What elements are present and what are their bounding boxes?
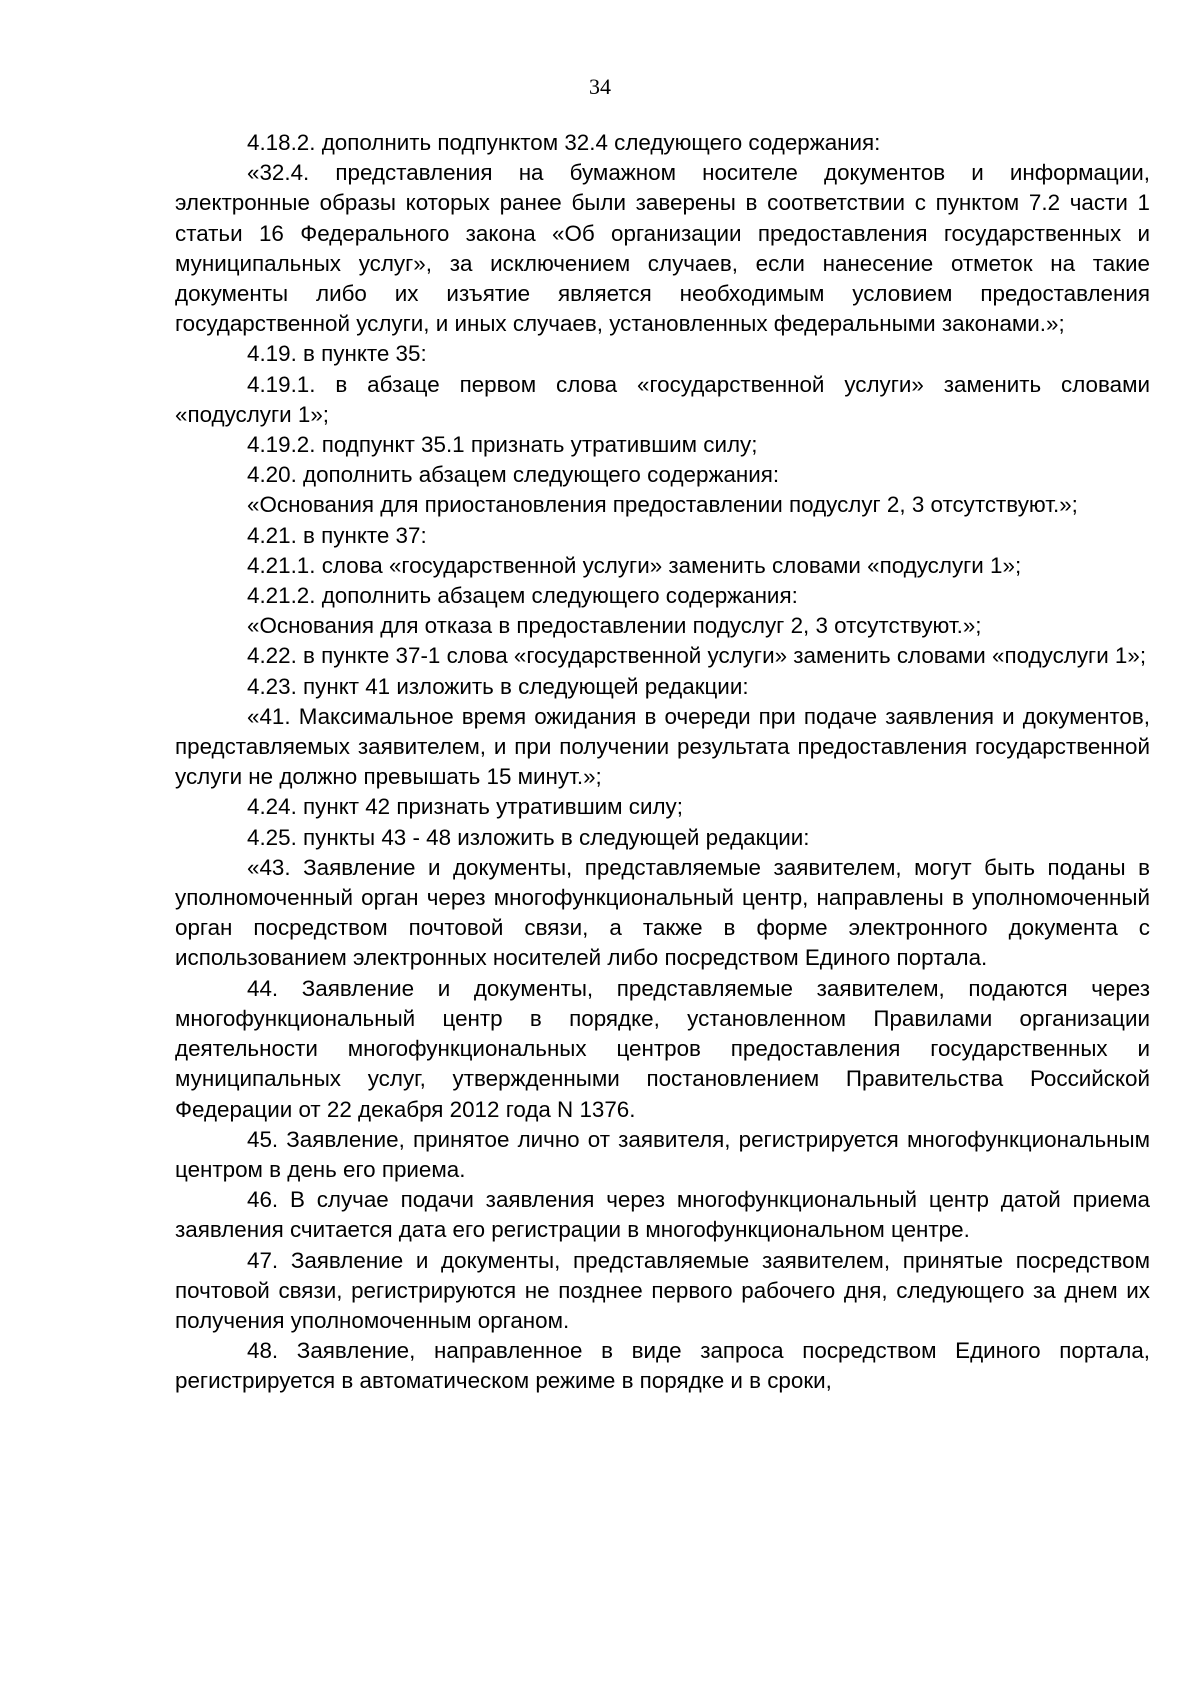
paragraph-4-19-1: 4.19.1. в абзаце первом слова «государственной услуги» заменить словами «подуслуги 1»; <box>175 371 1150 427</box>
paragraph-43-text: «43. Заявление и документы, представляемые заявителем, могут быть поданы в уполномоченный орган через многофункциональный центр, направлены в уполномоченный орган посредством почтовой связи, а также в форме электронного документа с использованием электронных носителей либо посредством Единого портала. <box>175 854 1150 971</box>
paragraph-4-24: 4.24. пункт 42 признать утратившим силу; <box>247 794 683 820</box>
paragraph-4-20: 4.20. дополнить абзацем следующего содержания: <box>247 462 780 488</box>
paragraph-4-21-2-text: «Основания для отказа в предоставлении подуслуг 2, 3 отсутствуют.»; <box>247 613 982 639</box>
paragraph-4-23: 4.23. пункт 41 изложить в следующей редакции: <box>247 673 749 699</box>
paragraph-4-25: 4.25. пункты 43 - 48 изложить в следующей редакции: <box>247 824 810 850</box>
paragraph-32-4-text: «32.4. представления на бумажном носителе документов и информации, электронные образы которых ранее были заверены в соответствии с пунктом 7.2 части 1 статьи 16 Федерального закона «Об организации предоставления государственных и муниципальных услуг», за исключением случаев, если нанесение отметок на такие документы либо их изъятие является необходимым условием предоставления государственной услуги, и иных случаев, установленных федеральными законами.»; <box>175 160 1150 337</box>
paragraph-4-19-2: 4.19.2. подпункт 35.1 признать утратившим силу; <box>247 432 758 458</box>
paragraph-47-text: 47. Заявление и документы, представляемые заявителем, принятые посредством почтовой связи, регистрируются не позднее первого рабочего дня, следующего за днем их получения уполномоченным органом. <box>175 1247 1150 1333</box>
paragraph-4-22: 4.22. в пункте 37-1 слова «государственной услуги» заменить словами «подуслуги 1»; <box>247 643 1147 669</box>
paragraph-45-text: 45. Заявление, принятое лично от заявителя, регистрируется многофункциональным центром в день его приема. <box>175 1126 1150 1182</box>
paragraph-4-21-2: 4.21.2. дополнить абзацем следующего содержания: <box>247 583 798 609</box>
page-number: 34 <box>589 74 611 99</box>
paragraph-44-text: 44. Заявление и документы, представляемые заявителем, подаются через многофункциональный центр в порядке, установленном Правилами организации деятельности многофункциональных центров предоставления государственных и муниципальных услуг, утвержденными постановлением Правительства Российской Федерации от 22 декабря 2012 года N 1376. <box>175 975 1150 1122</box>
paragraph-4-20-text: «Основания для приостановления предоставлении подуслуг 2, 3 отсутствуют.»; <box>247 492 1078 518</box>
paragraph-46-text: 46. В случае подачи заявления через многофункциональный центр датой приема заявления считается дата его регистрации в многофункциональном центре. <box>175 1187 1150 1243</box>
paragraph-48-text: 48. Заявление, направленное в виде запроса посредством Единого портала, регистрируется в автоматическом режиме в порядке и в сроки, <box>175 1338 1150 1394</box>
paragraph-4-19: 4.19. в пункте 35: <box>247 341 427 367</box>
paragraph-4-21-1: 4.21.1. слова «государственной услуги» заменить словами «подуслуги 1»; <box>247 552 1022 578</box>
document-body <box>175 128 1150 1397</box>
paragraph-41-text: «41. Максимальное время ожидания в очереди при подаче заявления и документов, представляемых заявителем, и при получении результата предоставления государственной услуги не должно превышать 15 минут.»; <box>175 703 1150 790</box>
paragraph-4-18-2: 4.18.2. дополнить подпунктом 32.4 следующего содержания: <box>247 130 881 155</box>
paragraph-4-21: 4.21. в пункте 37: <box>247 522 427 548</box>
